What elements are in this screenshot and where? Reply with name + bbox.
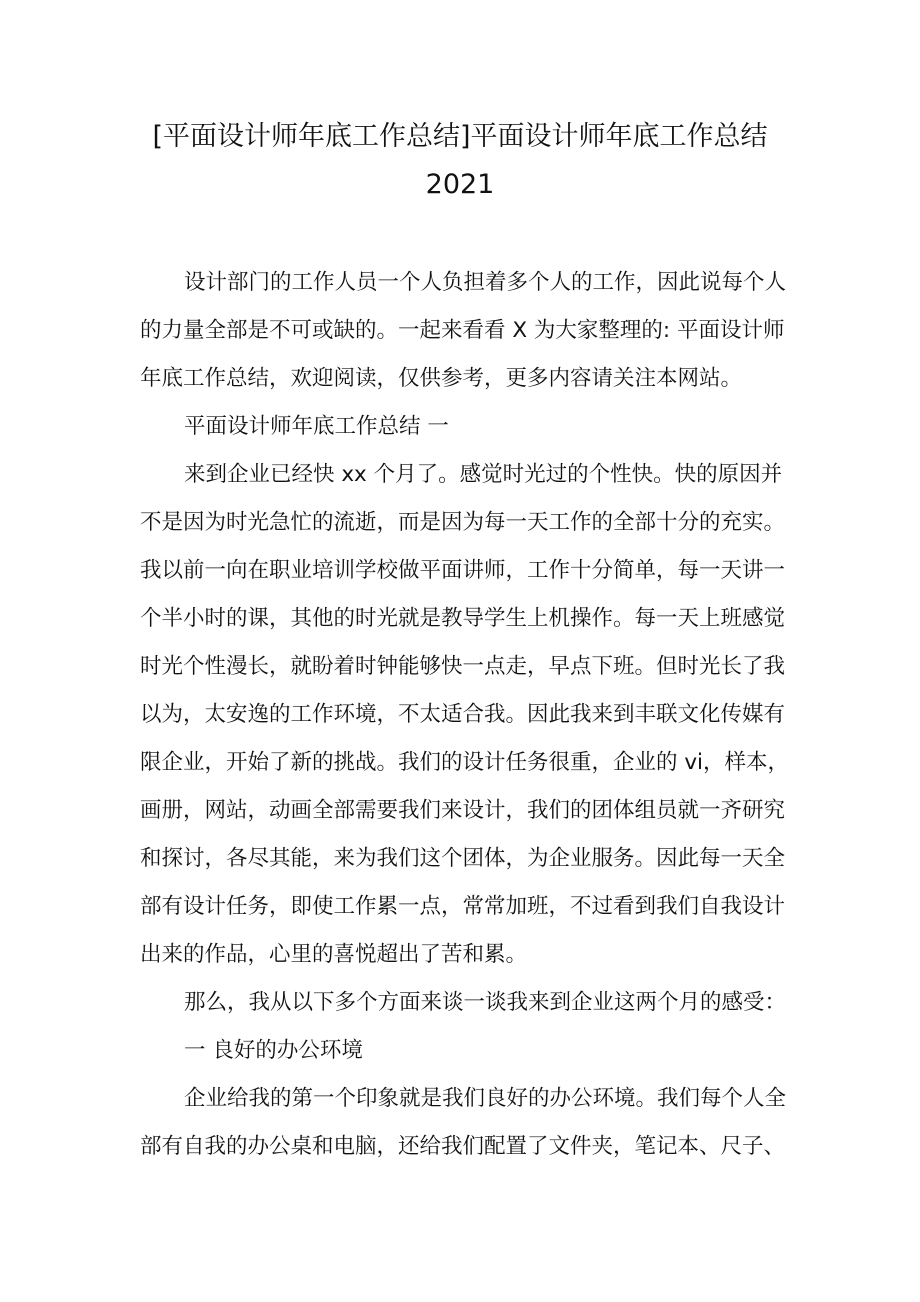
- paragraph-line: 我以前一向在职业培训学校做平面讲师，工作十分简单，每一天讲一: [140, 558, 786, 583]
- paragraph-line: 不是因为时光急忙的流逝，而是因为每一天工作的全部十分的充实。: [140, 510, 786, 535]
- document-title: [100, 113, 820, 209]
- paragraph-line: 和探讨，各尽其能，来为我们这个团体，为企业服务。因此每一天全: [140, 846, 786, 871]
- document-body: [140, 259, 790, 1171]
- paragraph-line: 设计部门的工作人员一个人负担着多个人的工作，因此说每个人: [184, 270, 787, 295]
- paragraph-line: 个半小时的课，其他的时光就是教导学生上机操作。每一天上班感觉: [140, 606, 786, 631]
- paragraph-line: 出来的作品，心里的喜悦超出了苦和累。: [140, 942, 528, 967]
- paragraph-line: 时光个性漫长，就盼着时钟能够快一点走，早点下班。但时光长了我: [140, 654, 786, 679]
- paragraph-line: 画册，网站，动画全部需要我们来设计，我们的团体组员就一齐研究: [140, 798, 786, 823]
- paragraph: [140, 1075, 790, 1171]
- paragraph-line: 部有设计任务，即使工作累一点，常常加班，不过看到我们自我设计: [140, 894, 786, 919]
- paragraph-line: 限企业，开始了新的挑战。我们的设计任务很重，企业的 vi，样本，: [140, 750, 790, 775]
- paragraph-line: 那么，我从以下多个方面来谈一谈我来到企业这两个月的感受：: [184, 990, 787, 1015]
- paragraph-line: 以为，太安逸的工作环境，不太适合我。因此我来到丰联文化传媒有: [140, 702, 786, 727]
- title-line-2: 2021: [425, 169, 495, 200]
- paragraph: [140, 1027, 790, 1075]
- paragraph: [140, 259, 790, 403]
- paragraph: [140, 451, 790, 979]
- paragraph-line: 的力量全部是不可或缺的。一起来看看 X 为大家整理的: 平面设计师: [140, 318, 785, 343]
- paragraph-line: 来到企业已经快 xx 个月了。感觉时光过的个性快。快的原因并: [184, 462, 783, 487]
- paragraph-line: 年底工作总结，欢迎阅读，仅供参考，更多内容请关注本网站。: [140, 366, 743, 391]
- paragraph-line: 企业给我的第一个印象就是我们良好的办公环境。我们每个人全: [184, 1086, 787, 1111]
- title-line-1: [平面设计师年底工作总结]平面设计师年底工作总结: [152, 121, 768, 152]
- paragraph-line: 部有自我的办公桌和电脑，还给我们配置了文件夹，笔记本、尺子、: [140, 1134, 786, 1159]
- paragraph: [140, 979, 790, 1027]
- paragraph: [140, 403, 790, 451]
- paragraph-line: 一 良好的办公环境: [184, 1038, 363, 1063]
- paragraph-line: 平面设计师年底工作总结 一: [184, 414, 449, 439]
